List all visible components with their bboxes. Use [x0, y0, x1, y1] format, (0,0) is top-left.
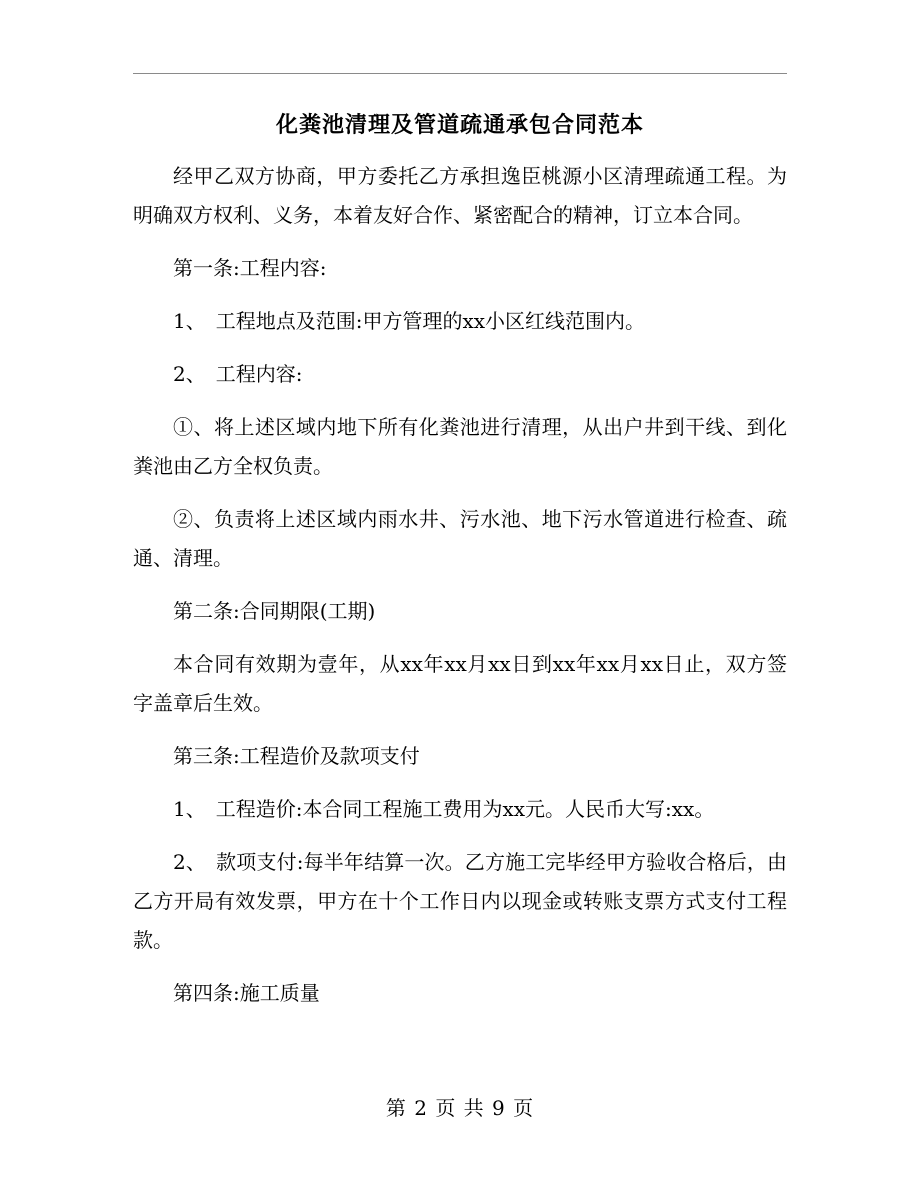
document-title: 化粪池清理及管道疏通承包合同范本	[275, 112, 644, 138]
paragraph: 第四条:施工质量	[173, 981, 320, 1005]
paragraph: 第三条:工程造价及款项支付	[173, 744, 420, 768]
paragraph: 2、 款项支付:每半年结算一次。乙方施工完毕经甲方验收合格后，由乙方开局有效发票，甲方在十个工作日内以现金或转账支票方式支付工程款。	[133, 850, 787, 952]
paragraph: 2、 工程内容:	[173, 362, 303, 386]
paragraph: 第一条:工程内容:	[173, 256, 327, 280]
paragraph: 第二条:合同期限(工期)	[173, 599, 376, 623]
header-rule	[133, 73, 787, 74]
paragraph: 经甲乙双方协商，甲方委托乙方承担逸臣桃源小区清理疏通工程。为明确双方权利、义务，本着友好合作、紧密配合的精神，订立本合同。	[133, 164, 787, 227]
paragraph: 1、 工程造价:本合同工程施工费用为xx元。人民币大写:xx。	[173, 797, 715, 821]
paragraph: ②、负责将上述区域内雨水井、污水池、地下污水管道进行检查、疏通、清理。	[133, 507, 787, 570]
document-body	[133, 157, 787, 1027]
page-footer: 第 2 页 共 9 页	[385, 1096, 535, 1120]
paragraph: ①、将上述区域内地下所有化粪池进行清理，从出户井到干线、到化粪池由乙方全权负责。	[133, 415, 787, 478]
paragraph: 1、 工程地点及范围:甲方管理的xx小区红线范围内。	[173, 309, 646, 333]
paragraph: 本合同有效期为壹年，从xx年xx月xx日到xx年xx月xx日止，双方签字盖章后生效。	[133, 652, 787, 715]
